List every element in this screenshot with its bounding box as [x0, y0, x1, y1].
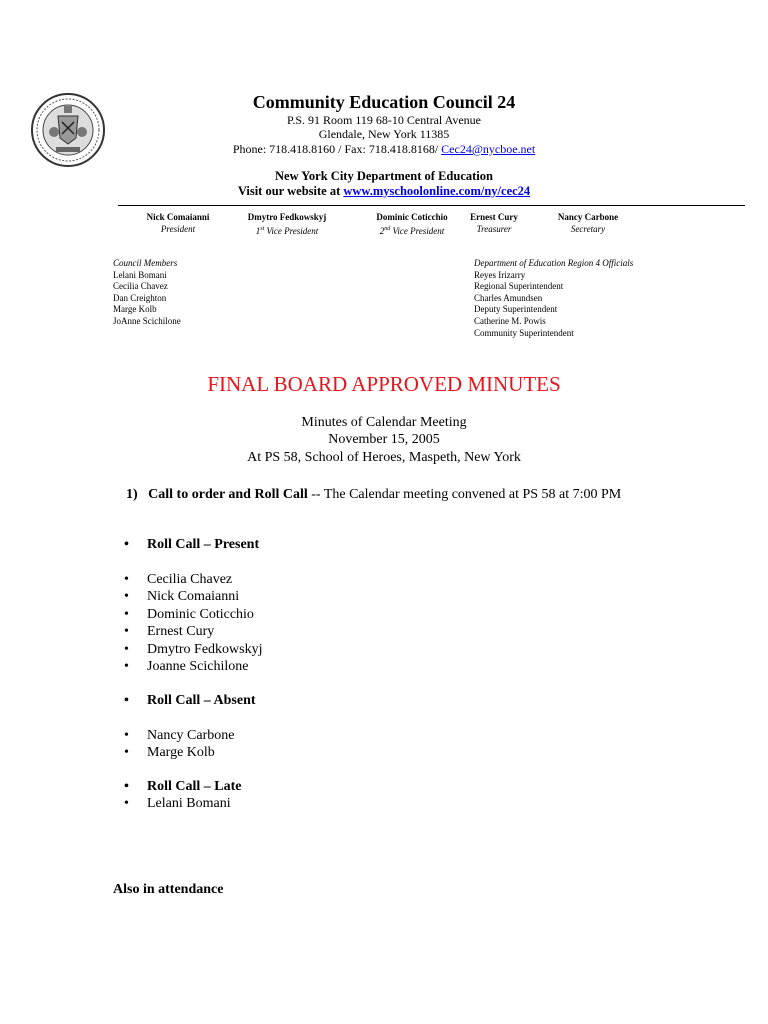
officer-role: Treasurer: [476, 224, 512, 234]
officer: [542, 211, 634, 235]
list-item: Cecilia Chavez: [113, 281, 168, 292]
section-number: 1): [126, 487, 138, 502]
email-link[interactable]: Cec24@nycboe.net: [441, 142, 536, 156]
officer: [232, 211, 342, 237]
roll-absent-heading: • Roll Call – Absent: [124, 692, 256, 709]
address-line-1: P.S. 91 Room 119 68-10 Central Avenue: [287, 113, 481, 127]
officer-name: Dmytro Fedkowskyj: [247, 212, 327, 222]
list-item: • Marge Kolb: [124, 744, 234, 761]
list-item: • Dominic Coticchio: [124, 606, 263, 623]
officer-role: Secretary: [570, 224, 606, 234]
roll-present-heading-list: [124, 536, 259, 553]
list-item: Catherine M. Powis: [474, 315, 546, 326]
list-item: • Lelani Bomani: [124, 795, 242, 812]
region-officials-list: [474, 258, 633, 339]
also-in-attendance-heading: Also in attendance: [113, 882, 224, 897]
list-item: Community Superintendent: [474, 327, 574, 338]
list-item: Marge Kolb: [113, 304, 157, 315]
list-item: Reyes Irizarry: [474, 269, 526, 280]
list-item: • Nick Comaianni: [124, 588, 263, 605]
roll-absent-heading-list: [124, 692, 256, 709]
section-text: -- The Calendar meeting convened at PS 58 at 7:00 PM: [307, 487, 622, 502]
list-item: Deputy Superintendent: [474, 304, 558, 315]
roll-absent-list: [124, 727, 234, 762]
roll-present-heading: • Roll Call – Present: [124, 536, 259, 553]
website-link[interactable]: www.myschoolonline.com/ny/cec24: [343, 184, 531, 198]
officer: [458, 211, 530, 235]
officer: [128, 211, 228, 235]
header-divider: [118, 205, 745, 206]
council-title: Community Education Council 24: [252, 92, 516, 112]
phone-fax: Phone: 718.418.8160 / Fax: 718.418.8168/: [232, 142, 439, 156]
contact-line: [100, 142, 668, 157]
roll-late-list: [124, 778, 242, 813]
officer-name: Nick Comaianni: [146, 212, 210, 222]
list-item: Charles Amundsen: [474, 292, 543, 303]
list-item: JoAnne Scichilone: [113, 315, 181, 326]
council-members-list: [113, 258, 181, 328]
list-item: • Dmytro Fedkowskyj: [124, 641, 263, 658]
region-officials-heading: Department of Education Region 4 Officials: [474, 258, 634, 268]
officer-role: 2nd Vice President: [379, 226, 445, 236]
section-call-to-order: [126, 486, 646, 503]
website-line: [100, 184, 668, 199]
officer-name: Ernest Cury: [470, 212, 518, 222]
list-item: • Nancy Carbone: [124, 727, 234, 744]
nyc-seal-logo: [30, 92, 106, 168]
list-item: Dan Creighton: [113, 292, 167, 303]
list-item: • Ernest Cury: [124, 623, 263, 640]
roll-present-list: [124, 571, 263, 675]
officer-name: Dominic Coticchio: [376, 212, 448, 222]
department-name: New York City Department of Education: [275, 169, 493, 183]
officer-role: 1st Vice President: [255, 226, 319, 236]
section-heading: Call to order and Roll Call: [148, 487, 308, 502]
list-item: Lelani Bomani: [113, 269, 167, 280]
visit-label: Visit our website at: [237, 184, 341, 198]
meeting-location: At PS 58, School of Heroes, Maspeth, New York: [247, 450, 521, 465]
minutes-title: FINAL BOARD APPROVED MINUTES: [207, 372, 561, 396]
list-item: • Joanne Scichilone: [124, 658, 263, 675]
address-line-2: Glendale, New York 11385: [318, 127, 450, 141]
roll-late-heading: • Roll Call – Late: [124, 778, 242, 795]
list-item: Regional Superintendent: [474, 281, 564, 292]
officer: [352, 211, 472, 237]
list-item: • Cecilia Chavez: [124, 571, 263, 588]
officer-name: Nancy Carbone: [557, 212, 619, 222]
meeting-date: November 15, 2005: [328, 432, 440, 447]
council-members-heading: Council Members: [113, 258, 178, 268]
meeting-type: Minutes of Calendar Meeting: [301, 415, 467, 430]
officer-role: President: [160, 224, 196, 234]
